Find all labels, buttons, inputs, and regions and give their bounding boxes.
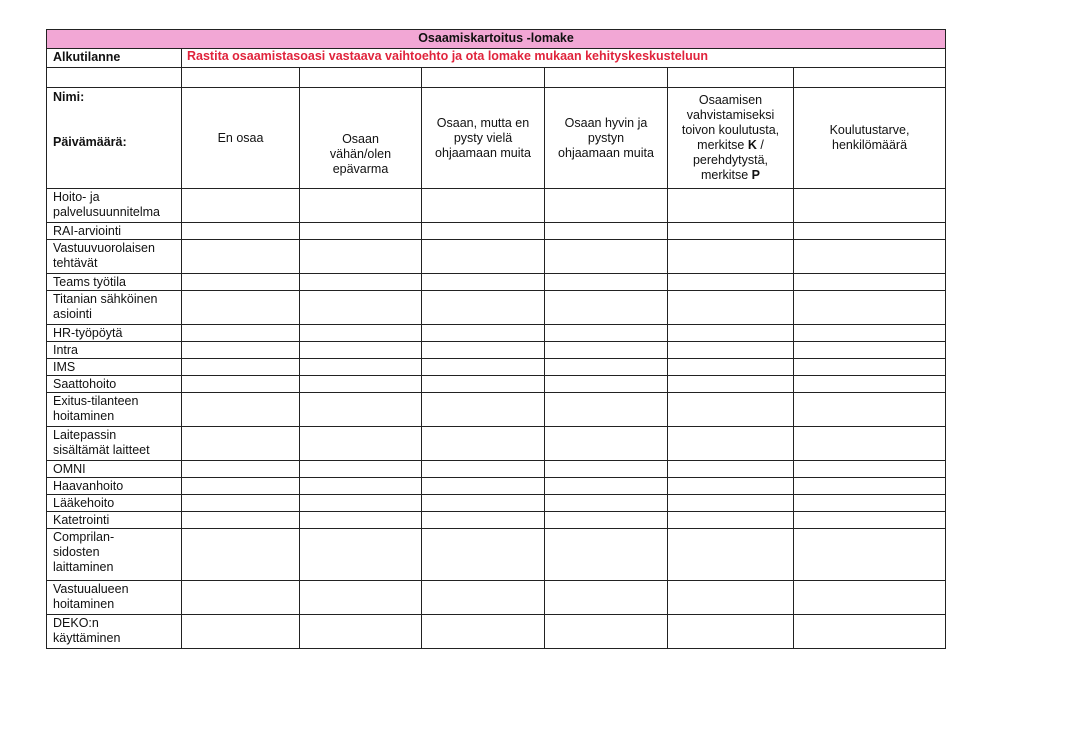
- skill-label: [47, 291, 182, 325]
- answer-cell[interactable]: [794, 240, 946, 274]
- name-date-cell[interactable]: [47, 88, 182, 189]
- skill-row: [47, 393, 946, 427]
- column-header-koulutustarve: [794, 88, 946, 189]
- answer-cell[interactable]: [422, 478, 545, 495]
- answer-cell[interactable]: [422, 325, 545, 342]
- answer-cell[interactable]: [794, 495, 946, 512]
- skill-label-line: Hoito- ja: [53, 190, 100, 204]
- skill-row: [47, 512, 946, 529]
- answer-cell[interactable]: [545, 223, 668, 240]
- skill-label-line: Exitus-tilanteen: [53, 394, 139, 408]
- column-header-text: merkitse: [700, 167, 752, 182]
- skill-label: [47, 376, 182, 393]
- skill-label: [47, 615, 182, 649]
- column-header-line: Osaan hyvin ja: [564, 115, 648, 130]
- answer-cell[interactable]: [422, 581, 545, 615]
- empty-cell[interactable]: [300, 68, 422, 88]
- skills-survey-table: [46, 29, 946, 649]
- answer-cell[interactable]: [300, 189, 422, 223]
- column-header-line: vähän/olen: [329, 147, 392, 161]
- answer-cell[interactable]: [794, 461, 946, 478]
- answer-cell[interactable]: [668, 512, 794, 529]
- skill-label: [47, 274, 182, 291]
- answer-cell[interactable]: [794, 342, 946, 359]
- skill-label-line: palvelusuunnitelma: [53, 205, 161, 219]
- column-header-line: henkilömäärä: [832, 137, 908, 152]
- skill-label-line: Saattohoito: [53, 377, 117, 391]
- answer-cell[interactable]: [182, 291, 300, 325]
- answer-cell[interactable]: [300, 291, 422, 325]
- answer-cell[interactable]: [668, 223, 794, 240]
- column-header-line: En osaa: [217, 130, 264, 145]
- answer-cell[interactable]: [182, 359, 300, 376]
- answer-cell[interactable]: [300, 495, 422, 512]
- empty-cell[interactable]: [182, 68, 300, 88]
- answer-cell[interactable]: [300, 223, 422, 240]
- skill-label-line: laittaminen: [53, 560, 114, 574]
- answer-cell[interactable]: [545, 615, 668, 649]
- column-header-line: [671, 138, 790, 153]
- answer-cell[interactable]: [794, 359, 946, 376]
- header-row: [47, 88, 946, 189]
- answer-cell[interactable]: [182, 529, 300, 581]
- column-header-line: Osaan, mutta en: [436, 115, 530, 130]
- skill-label: [47, 495, 182, 512]
- answer-cell[interactable]: [422, 615, 545, 649]
- skill-row: [47, 189, 946, 223]
- answer-cell[interactable]: [422, 359, 545, 376]
- answer-cell[interactable]: [545, 359, 668, 376]
- answer-cell[interactable]: [422, 393, 545, 427]
- answer-cell[interactable]: [668, 478, 794, 495]
- skill-label-line: Haavanhoito: [53, 479, 124, 493]
- answer-cell[interactable]: [794, 615, 946, 649]
- answer-cell[interactable]: [545, 325, 668, 342]
- alkutilanne-label: Alkutilanne: [47, 49, 182, 68]
- answer-cell[interactable]: [422, 529, 545, 581]
- answer-cell[interactable]: [545, 189, 668, 223]
- answer-cell[interactable]: [300, 512, 422, 529]
- answer-cell[interactable]: [668, 393, 794, 427]
- answer-cell[interactable]: [300, 529, 422, 581]
- answer-cell[interactable]: [668, 240, 794, 274]
- answer-cell[interactable]: [794, 274, 946, 291]
- date-label: Päivämäärä:: [53, 135, 127, 149]
- answer-cell[interactable]: [300, 478, 422, 495]
- answer-cell[interactable]: [668, 291, 794, 325]
- skill-label: [47, 325, 182, 342]
- skill-label: [47, 342, 182, 359]
- answer-cell[interactable]: [300, 393, 422, 427]
- answer-cell[interactable]: [182, 376, 300, 393]
- answer-cell[interactable]: [668, 274, 794, 291]
- answer-cell[interactable]: [182, 427, 300, 461]
- answer-cell[interactable]: [545, 376, 668, 393]
- skill-label-line: Intra: [53, 343, 79, 357]
- answer-cell[interactable]: [422, 495, 545, 512]
- column-header-vahvistaminen: [668, 88, 794, 189]
- skill-label-line: sisältämät laitteet: [53, 443, 150, 457]
- skill-label-line: sidosten: [53, 545, 100, 559]
- column-header-en-osaa: [182, 88, 300, 189]
- answer-cell[interactable]: [668, 581, 794, 615]
- answer-cell[interactable]: [545, 581, 668, 615]
- answer-cell[interactable]: [668, 325, 794, 342]
- answer-cell[interactable]: [545, 274, 668, 291]
- answer-cell[interactable]: [794, 376, 946, 393]
- answer-cell[interactable]: [794, 325, 946, 342]
- skill-label: [47, 581, 182, 615]
- skill-label: [47, 512, 182, 529]
- answer-cell[interactable]: [545, 291, 668, 325]
- column-header-line: epävarma: [332, 162, 389, 176]
- skill-row: [47, 325, 946, 342]
- answer-cell[interactable]: [182, 342, 300, 359]
- answer-cell[interactable]: [182, 223, 300, 240]
- answer-cell[interactable]: [794, 189, 946, 223]
- title-row: [47, 30, 946, 49]
- skill-label-line: IMS: [53, 360, 76, 374]
- skill-label-line: hoitaminen: [53, 597, 115, 611]
- answer-cell[interactable]: [300, 615, 422, 649]
- skill-label-line: Teams työtila: [53, 275, 126, 289]
- skill-label-line: RAI-arviointi: [53, 224, 122, 238]
- answer-cell[interactable]: [545, 240, 668, 274]
- column-header-text: /: [756, 137, 764, 152]
- column-header-line: pysty vielä: [453, 130, 513, 145]
- skill-label: [47, 461, 182, 478]
- column-header-line: Osaamisen: [698, 92, 763, 107]
- name-label: Nimi:: [53, 90, 85, 104]
- form-title: Osaamiskartoitus -lomake: [47, 30, 946, 49]
- answer-cell[interactable]: [668, 427, 794, 461]
- skill-label: [47, 240, 182, 274]
- answer-cell[interactable]: [668, 189, 794, 223]
- column-header-osaan-mutta: [422, 88, 545, 189]
- answer-cell[interactable]: [668, 342, 794, 359]
- answer-cell[interactable]: [668, 529, 794, 581]
- answer-cell[interactable]: [794, 393, 946, 427]
- answer-cell[interactable]: [182, 581, 300, 615]
- answer-cell[interactable]: [668, 359, 794, 376]
- column-header-line: ohjaamaan muita: [558, 145, 654, 160]
- answer-cell[interactable]: [545, 427, 668, 461]
- empty-row: [47, 68, 946, 88]
- answer-cell[interactable]: [422, 291, 545, 325]
- skill-label: [47, 189, 182, 223]
- answer-cell[interactable]: [794, 478, 946, 495]
- skill-label-line: Titanian sähköinen: [53, 292, 158, 306]
- answer-cell[interactable]: [182, 189, 300, 223]
- answer-cell[interactable]: [794, 512, 946, 529]
- alkutilanne-row: [47, 49, 946, 68]
- skill-label-line: tehtävät: [53, 256, 98, 270]
- skill-label: [47, 427, 182, 461]
- skill-label-line: Vastuualueen: [53, 582, 129, 596]
- answer-cell[interactable]: [668, 461, 794, 478]
- mark-k: K: [747, 137, 757, 152]
- answer-cell[interactable]: [300, 359, 422, 376]
- answer-cell[interactable]: [300, 427, 422, 461]
- answer-cell[interactable]: [182, 512, 300, 529]
- answer-cell[interactable]: [545, 393, 668, 427]
- skill-row: [47, 478, 946, 495]
- answer-cell[interactable]: [300, 461, 422, 478]
- skill-row: [47, 240, 946, 274]
- empty-cell[interactable]: [422, 68, 545, 88]
- skill-label-line: käyttäminen: [53, 631, 121, 645]
- answer-cell[interactable]: [422, 223, 545, 240]
- answer-cell[interactable]: [422, 342, 545, 359]
- answer-cell[interactable]: [422, 512, 545, 529]
- skill-label-line: OMNI: [53, 462, 86, 476]
- answer-cell[interactable]: [300, 376, 422, 393]
- column-header-line: vahvistamiseksi: [686, 107, 775, 122]
- answer-cell[interactable]: [182, 478, 300, 495]
- column-header-line: [671, 168, 790, 183]
- answer-cell[interactable]: [422, 427, 545, 461]
- skill-row: [47, 581, 946, 615]
- answer-cell[interactable]: [182, 393, 300, 427]
- answer-cell[interactable]: [300, 342, 422, 359]
- skill-label: [47, 393, 182, 427]
- skill-label-line: asiointi: [53, 307, 92, 321]
- answer-cell[interactable]: [422, 461, 545, 478]
- answer-cell[interactable]: [422, 274, 545, 291]
- answer-cell[interactable]: [545, 529, 668, 581]
- answer-cell[interactable]: [182, 274, 300, 291]
- skill-label-line: hoitaminen: [53, 409, 115, 423]
- skill-label-line: HR-työpöytä: [53, 326, 123, 340]
- answer-cell[interactable]: [300, 240, 422, 274]
- answer-cell[interactable]: [545, 461, 668, 478]
- answer-cell[interactable]: [668, 495, 794, 512]
- answer-cell[interactable]: [182, 461, 300, 478]
- skill-label-line: Lääkehoito: [53, 496, 115, 510]
- answer-cell[interactable]: [300, 581, 422, 615]
- answer-cell[interactable]: [300, 325, 422, 342]
- empty-cell[interactable]: [545, 68, 668, 88]
- skill-row: [47, 223, 946, 240]
- answer-cell[interactable]: [794, 529, 946, 581]
- answer-cell[interactable]: [422, 376, 545, 393]
- skill-row: [47, 615, 946, 649]
- skill-row: [47, 274, 946, 291]
- answer-cell[interactable]: [422, 240, 545, 274]
- answer-cell[interactable]: [794, 291, 946, 325]
- answer-cell[interactable]: [794, 427, 946, 461]
- column-header-line: perehdytystä,: [692, 152, 769, 167]
- answer-cell[interactable]: [182, 615, 300, 649]
- column-header-line: toivon koulutusta,: [681, 122, 780, 137]
- skill-label-line: DEKO:n: [53, 616, 99, 630]
- answer-cell[interactable]: [794, 223, 946, 240]
- answer-cell[interactable]: [182, 495, 300, 512]
- skill-row: [47, 291, 946, 325]
- column-header-osaan-hyvin: [545, 88, 668, 189]
- skill-label: [47, 359, 182, 376]
- answer-cell[interactable]: [545, 342, 668, 359]
- answer-cell[interactable]: [300, 274, 422, 291]
- answer-cell[interactable]: [545, 478, 668, 495]
- skill-label: [47, 529, 182, 581]
- column-header-line: Koulutustarve,: [829, 122, 910, 137]
- empty-cell[interactable]: [794, 68, 946, 88]
- skill-label-line: Laitepassin: [53, 428, 117, 442]
- answer-cell[interactable]: [545, 495, 668, 512]
- mark-p: P: [751, 167, 761, 182]
- answer-cell[interactable]: [668, 615, 794, 649]
- column-header-osaan-vahan: [300, 88, 422, 189]
- empty-cell[interactable]: [47, 68, 182, 88]
- answer-cell[interactable]: [545, 512, 668, 529]
- column-header-line: ohjaamaan muita: [435, 145, 531, 160]
- skill-row: [47, 342, 946, 359]
- skill-row: [47, 461, 946, 478]
- answer-cell[interactable]: [182, 325, 300, 342]
- answer-cell[interactable]: [668, 376, 794, 393]
- column-header-line: Osaan: [342, 132, 379, 146]
- instruction-text: Rastita osaamistasoasi vastaava vaihtoehto ja ota lomake mukaan kehityskeskusteluun: [182, 49, 946, 68]
- answer-cell[interactable]: [182, 240, 300, 274]
- skill-label-line: Katetrointi: [53, 513, 110, 527]
- skill-row: [47, 359, 946, 376]
- column-header-line: pystyn: [587, 130, 625, 145]
- empty-cell[interactable]: [668, 68, 794, 88]
- skill-row: [47, 529, 946, 581]
- answer-cell[interactable]: [422, 189, 545, 223]
- skill-label: [47, 478, 182, 495]
- skill-label: [47, 223, 182, 240]
- skill-label-line: Vastuuvuorolaisen: [53, 241, 155, 255]
- skill-row: [47, 376, 946, 393]
- skill-row: [47, 427, 946, 461]
- skill-row: [47, 495, 946, 512]
- skill-rows: [47, 189, 946, 649]
- column-header-text: merkitse: [697, 137, 748, 152]
- answer-cell[interactable]: [794, 581, 946, 615]
- skill-label-line: Comprilan-: [53, 530, 115, 544]
